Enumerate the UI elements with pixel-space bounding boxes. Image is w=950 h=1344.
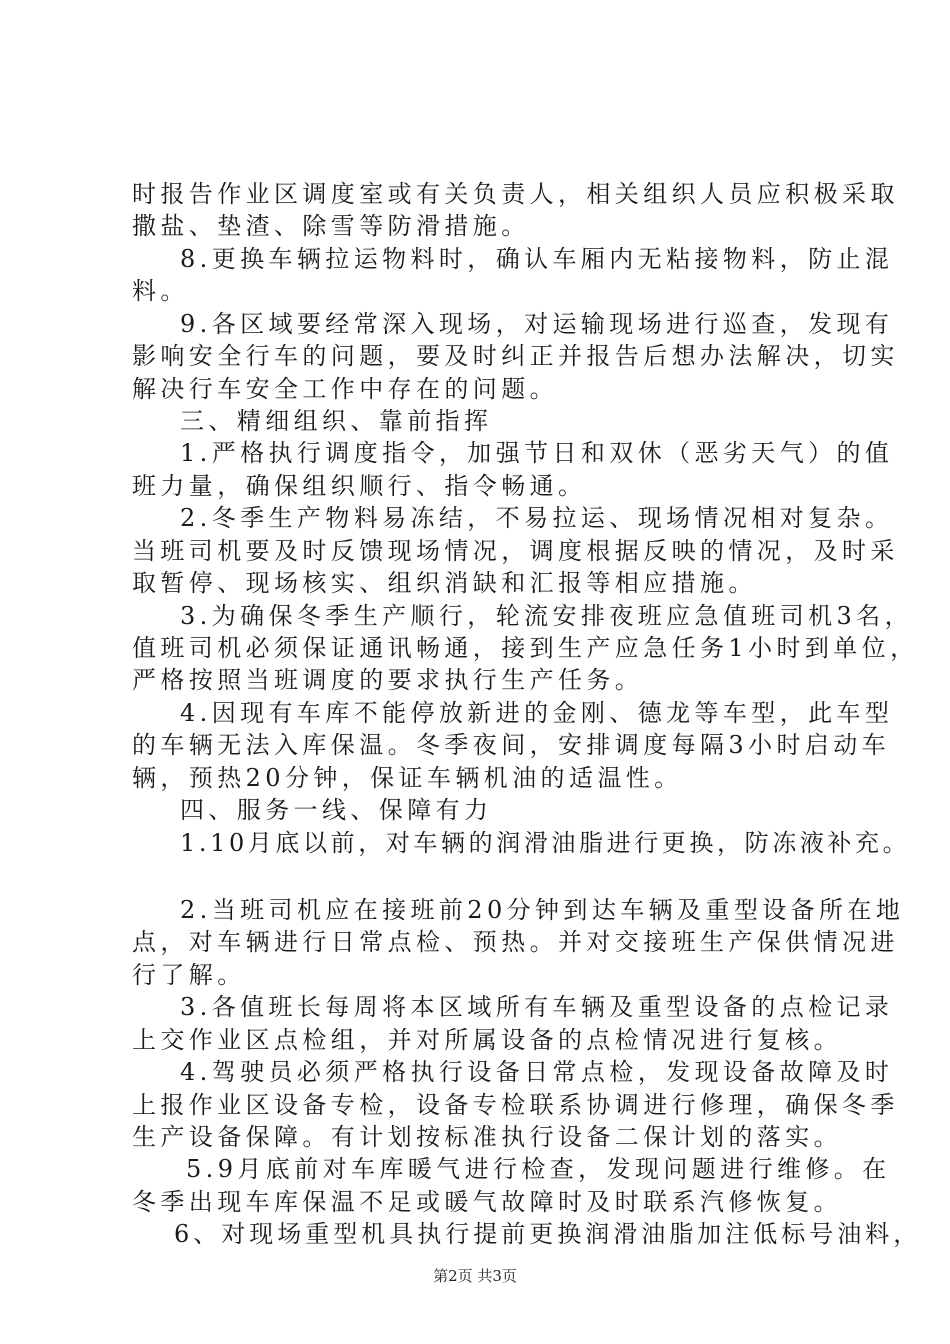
text-line: 上交作业区点检组，并对所属设备的点检情况进行复核。 [132,1026,842,1054]
text-line: 影响安全行车的问题，要及时纠正并报告后想办法解决，切实 [132,342,899,370]
text-line: 值班司机必须保证通讯畅通，接到生产应急任务1小时到单位， [132,634,919,662]
text-line: 1.严格执行调度指令，加强节日和双休（恶劣天气）的值 [180,439,894,467]
text-line: 3.为确保冬季生产顺行，轮流安排夜班应急值班司机3名， [180,602,913,630]
text-line: 班力量，确保组织顺行、指令畅通。 [132,472,587,500]
text-line: 2.当班司机应在接班前20分钟到达车辆及重型设备所在地 [180,896,905,924]
text-line: 辆，预热20分钟，保证车辆机油的适温性。 [132,764,683,792]
section-heading: 四、服务一线、保障有力 [180,796,493,824]
text-line: 解决行车安全工作中存在的问题。 [132,375,558,403]
text-line: 撒盐、垫渣、除雪等防滑措施。 [132,212,530,240]
text-line: 6、对现场重型机具执行提前更换润滑油脂加注低标号油料， [174,1220,922,1248]
text-line: 5.9月底前对车库暖气进行检查，发现问题进行维修。在 [186,1155,891,1183]
text-line: 4.驾驶员必须严格执行设备日常点检，发现设备故障及时 [180,1058,894,1086]
text-line: 生产设备保障。有计划按标准执行设备二保计划的落实。 [132,1123,842,1151]
text-line: 4.因现有车库不能停放新进的金刚、德龙等车型，此车型 [180,699,894,727]
text-line: 时报告作业区调度室或有关负责人，相关组织人员应积极采取 [132,180,899,208]
text-line: 的车辆无法入库保温。冬季夜间，安排调度每隔3小时启动车 [132,731,891,759]
section-heading: 三、精细组织、靠前指挥 [180,407,493,435]
text-line: 当班司机要及时反馈现场情况，调度根据反映的情况，及时采 [132,537,899,565]
text-line: 冬季出现车库保温不足或暖气故障时及时联系汽修恢复。 [132,1188,842,1216]
text-line: 8.更换车辆拉运物料时，确认车厢内无粘接物料，防止混 [180,245,894,273]
text-line: 严格按照当班调度的要求执行生产任务。 [132,666,644,694]
text-line: 3.各值班长每周将本区域所有车辆及重型设备的点检记录 [180,993,894,1021]
text-line: 行了解。 [132,961,246,989]
page-number-footer: 第2页 共3页 [433,1267,517,1285]
text-line: 上报作业区设备专检，设备专检联系协调进行修理，确保冬季 [132,1091,899,1119]
text-line: 9.各区域要经常深入现场，对运输现场进行巡查，发现有 [180,310,894,338]
text-line: 1.10月底以前，对车辆的润滑油脂进行更换，防冻液补充。 [180,829,911,857]
text-line: 料。 [132,277,189,305]
text-line: 取暂停、现场核实、组织消缺和汇报等相应措施。 [132,569,757,597]
text-line: 2.冬季生产物料易冻结，不易拉运、现场情况相对复杂。 [180,504,894,532]
text-line: 点，对车辆进行日常点检、预热。并对交接班生产保供情况进 [132,928,899,956]
